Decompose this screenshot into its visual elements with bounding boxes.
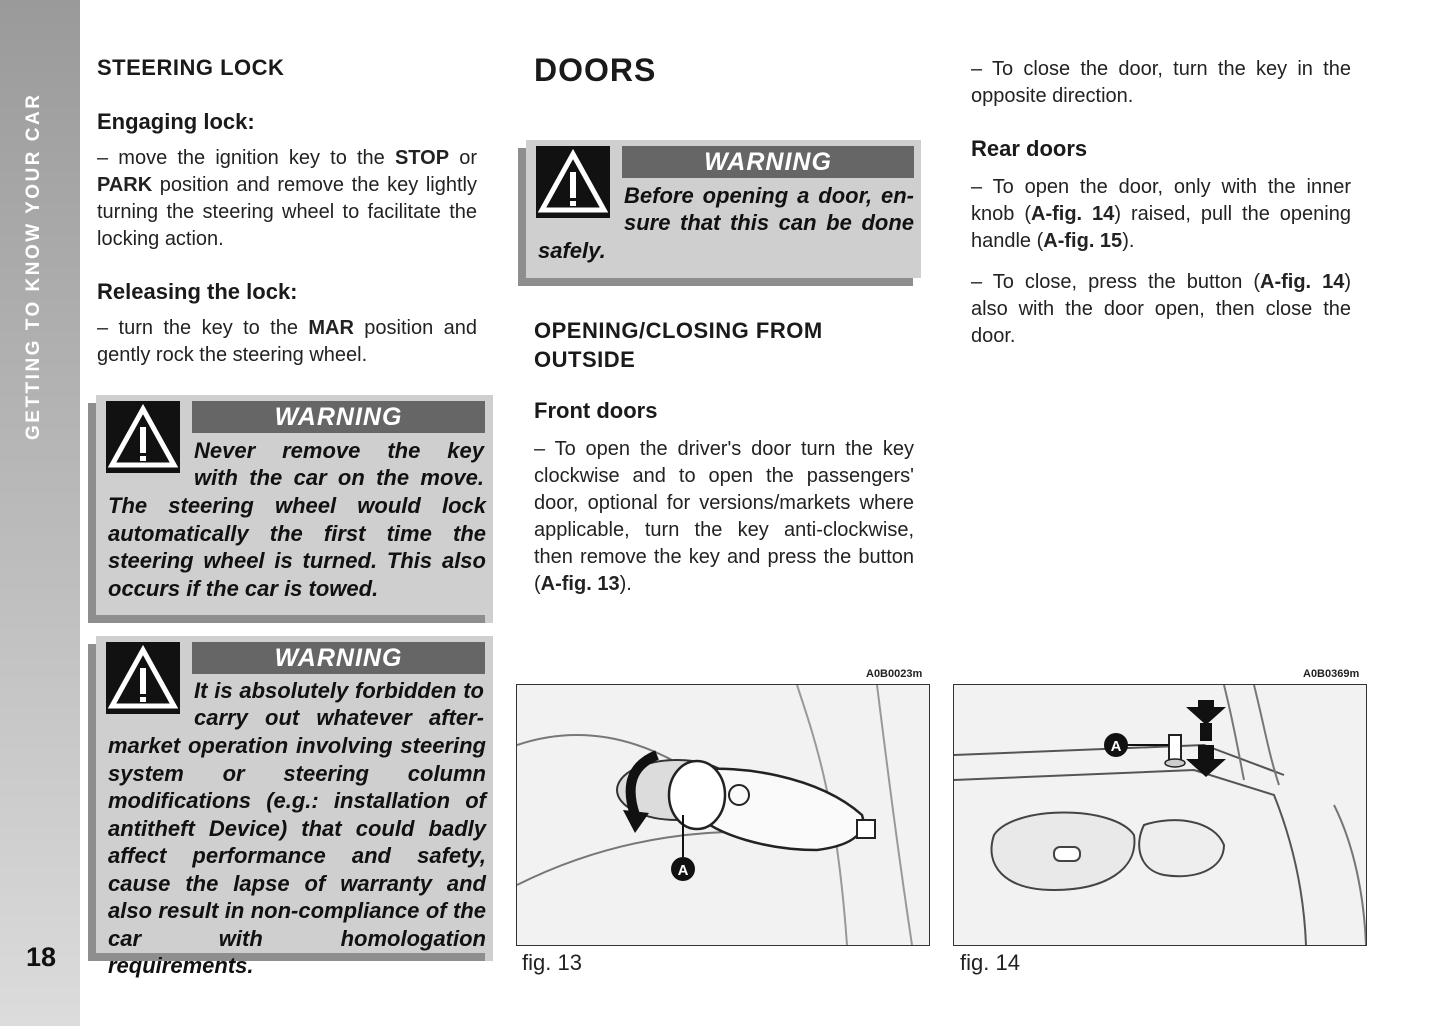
warning-line-a: It is absolutely forbidden to [194, 678, 484, 703]
opening-closing-heading: OPENING/CLOSING FROM OUTSIDE [534, 318, 823, 372]
chapter-sidebar [0, 0, 80, 1026]
releasing-lock-text: – turn the key to the MAR position and gently rock the steering wheel. [97, 317, 477, 366]
figure-14-rear-door [953, 684, 1367, 946]
figure-caption: fig. 14 [960, 950, 1020, 975]
figure-13-key-lock [516, 684, 930, 946]
steering-lock-heading: STEERING LOCK [97, 55, 285, 80]
rear-open-text: – To open the door, only with the inner knob (A-fig. 14) raised, pull the opening handle (A-fig. 15). [971, 176, 1351, 252]
front-doors-heading: Front doors [534, 398, 658, 423]
figure-caption: fig. 13 [522, 950, 582, 975]
warning-text: market operation involving steering system or steering column modifications (e.g.: installation of antitheft Device) that could badly affect performance and safety, cause the lapse of warranty and also result in non-compliance of the car with homologation requirements. [108, 733, 486, 978]
releasing-lock-heading: Releasing the lock: [97, 279, 298, 304]
rear-close-text: – To close, press the button (A-fig. 14) also with the door open, then close the door. [971, 271, 1351, 347]
figure-code: A0B0369m [1303, 668, 1360, 680]
warning-triangle-icon [536, 146, 610, 218]
chapter-title: GETTING TO KNOW YOUR CAR [23, 92, 44, 440]
engaging-lock-heading: Engaging lock: [97, 109, 255, 134]
doors-heading: DOORS [534, 52, 657, 88]
left-column [97, 55, 477, 369]
warning-line-a: Never remove the key [194, 438, 484, 463]
middle-column [534, 316, 914, 598]
warning-title: WARNING [192, 401, 485, 433]
warning-title: WARNING [622, 146, 914, 178]
warning-line-a: Before opening a door, en- [624, 183, 914, 208]
warning-text: The steering wheel would lock automatically the first time the steering wheel is turned. This also occurs if the car is towed. [108, 493, 486, 601]
warning-box-key-removal [96, 395, 493, 623]
doors-heading-block [534, 52, 919, 89]
front-doors-text: – To open the driver's door turn the key clockwise and to open the passengers' door, optional for versions/markets where applicable, turn the key anti-clockwise, then remove the key and press the button (A-fig. 13). [534, 438, 914, 595]
warning-box-aftermarket [96, 636, 493, 978]
warning-triangle-icon [106, 642, 180, 714]
figure-code: A0B0023m [866, 668, 923, 680]
warning-title: WARNING [192, 642, 485, 674]
rear-doors-heading: Rear doors [971, 136, 1088, 161]
warning-text: safely. [538, 238, 606, 263]
warning-line-b: sure that this can be done [624, 210, 914, 235]
warning-line-b: carry out whatever after- [194, 705, 484, 730]
warning-box-door-safety [526, 140, 921, 278]
figure-label-a: A [1110, 738, 1122, 755]
close-door-text: – To close the door, turn the key in the opposite direction. [971, 58, 1351, 107]
page-number: 18 [26, 942, 57, 972]
figure-label-a: A [677, 862, 689, 879]
engaging-lock-text: – move the ignition key to the STOP or PARK position and remove the key lightly turning the steering wheel to facilitate the locking action. [97, 147, 477, 250]
warning-triangle-icon [106, 401, 180, 473]
warning-line-b: with the car on the move. [194, 465, 484, 490]
right-column [971, 56, 1351, 350]
